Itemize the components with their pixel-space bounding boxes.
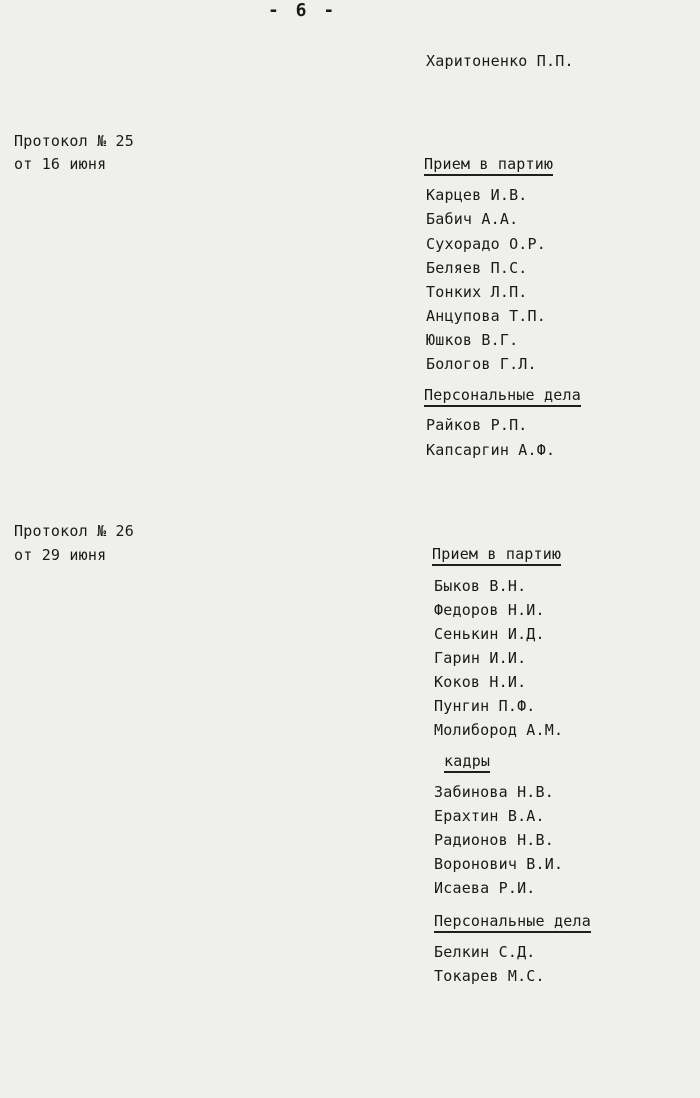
- protocol-26-date: от 29 июня: [14, 546, 107, 564]
- list-item: Карцев И.В.: [426, 186, 528, 204]
- protocol-26-cadres-heading: кадры: [444, 752, 490, 773]
- protocol-25-admission-heading: Прием в партию: [424, 155, 553, 176]
- list-item: Капсаргин А.Ф.: [426, 441, 556, 459]
- top-name: Харитоненко П.П.: [426, 52, 574, 70]
- list-item: Белкин С.Д.: [434, 943, 536, 961]
- list-item: Исаева Р.И.: [434, 879, 536, 897]
- list-item: Тонких Л.П.: [426, 283, 528, 301]
- list-item: Воронович В.И.: [434, 855, 564, 873]
- list-item: Гарин И.И.: [434, 649, 527, 667]
- list-item: Сухорадо О.Р.: [426, 235, 546, 253]
- list-item: Токарев М.С.: [434, 967, 545, 985]
- protocol-25-title: Протокол № 25: [14, 132, 134, 150]
- list-item: Пунгин П.Ф.: [434, 697, 536, 715]
- list-item: Сенькин И.Д.: [434, 625, 545, 643]
- page-number: - 6 -: [268, 0, 338, 21]
- protocol-26-admission-heading: Прием в партию: [432, 545, 561, 566]
- list-item: Коков Н.И.: [434, 673, 527, 691]
- list-item: Быков В.Н.: [434, 577, 527, 595]
- list-item: Забинова Н.В.: [434, 783, 554, 801]
- protocol-26-personal-heading: Персональные дела: [434, 912, 591, 933]
- protocol-25-personal-heading: Персональные дела: [424, 386, 581, 407]
- list-item: Анцупова Т.П.: [426, 307, 546, 325]
- list-item: Ерахтин В.А.: [434, 807, 545, 825]
- list-item: Райков Р.П.: [426, 416, 528, 434]
- list-item: Бологов Г.Л.: [426, 355, 537, 373]
- list-item: Радионов Н.В.: [434, 831, 554, 849]
- list-item: Молибород А.М.: [434, 721, 564, 739]
- list-item: Бабич А.А.: [426, 210, 519, 228]
- protocol-25-date: от 16 июня: [14, 155, 107, 173]
- list-item: Федоров Н.И.: [434, 601, 545, 619]
- protocol-26-title: Протокол № 26: [14, 522, 134, 540]
- list-item: Беляев П.С.: [426, 259, 528, 277]
- list-item: Юшков В.Г.: [426, 331, 519, 349]
